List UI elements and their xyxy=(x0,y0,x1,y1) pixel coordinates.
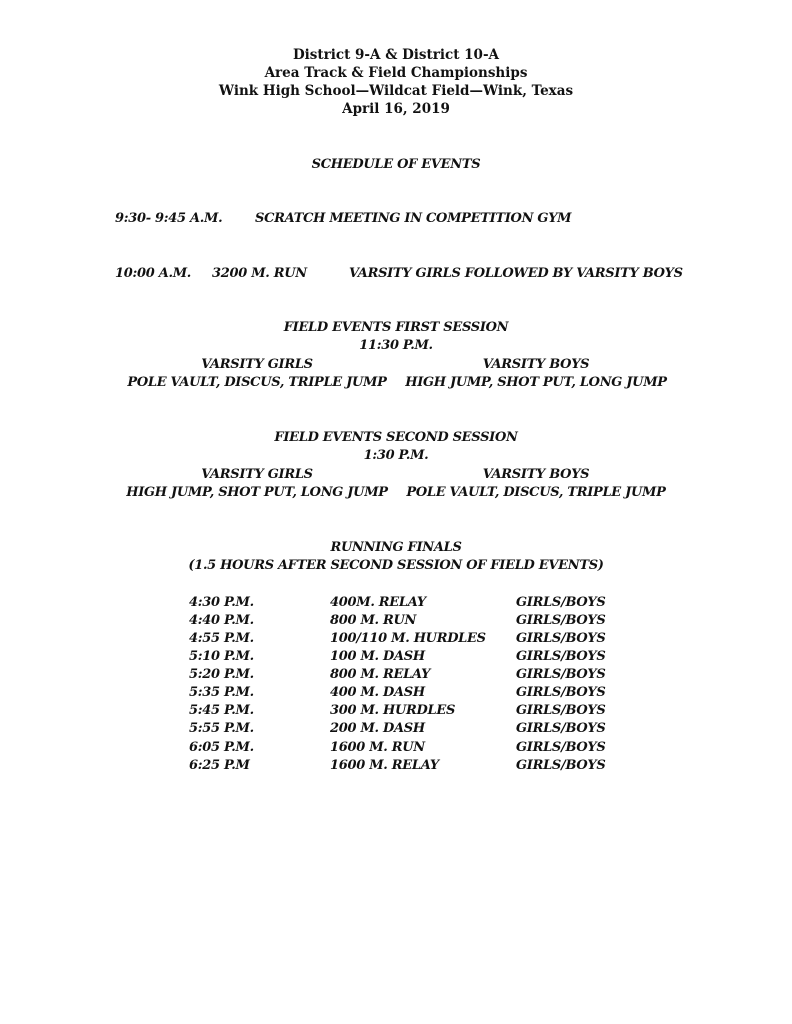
boys-label: VARSITY BOYS xyxy=(482,467,590,482)
row-division: GIRLS/BOYS xyxy=(516,595,606,610)
distance-run-description: VARSITY GIRLS FOLLOWED BY VARSITY BOYS xyxy=(349,266,683,281)
header-line-venue: Wink High School—Wildcat Field—Wink, Texas xyxy=(218,83,574,99)
girls-label: VARSITY GIRLS xyxy=(201,357,313,372)
row-event: 1600 M. RELAY xyxy=(330,758,439,773)
row-division: GIRLS/BOYS xyxy=(516,703,606,718)
header-line-district: District 9-A & District 10-A xyxy=(292,47,500,63)
row-event: 400 M. DASH xyxy=(330,685,425,700)
boys-events: HIGH JUMP, SHOT PUT, LONG JUMP xyxy=(405,375,667,390)
distance-run-time: 10:00 A.M. xyxy=(115,266,192,281)
row-event: 1600 M. RUN xyxy=(330,740,425,755)
row-time: 5:45 P.M. xyxy=(189,703,254,718)
row-event: 200 M. DASH xyxy=(330,721,425,736)
boys-label: VARSITY BOYS xyxy=(482,357,590,372)
row-event: 300 M. HURDLES xyxy=(330,703,456,718)
running-finals-subtitle: (1.5 HOURS AFTER SECOND SESSION OF FIELD EVENTS) xyxy=(188,558,604,573)
row-division: GIRLS/BOYS xyxy=(516,613,606,628)
field-session-title: FIELD EVENTS FIRST SESSION xyxy=(283,320,509,335)
row-division: GIRLS/BOYS xyxy=(516,631,606,646)
scratch-meeting-time: 9:30- 9:45 A.M. xyxy=(115,211,223,226)
row-event: 100 M. DASH xyxy=(330,649,425,664)
row-time: 6:05 P.M. xyxy=(189,740,254,755)
row-division: GIRLS/BOYS xyxy=(516,740,606,755)
row-time: 4:55 P.M. xyxy=(189,631,254,646)
running-finals-title: RUNNING FINALS xyxy=(330,540,462,555)
row-time: 5:55 P.M. xyxy=(189,721,254,736)
row-time: 5:20 P.M. xyxy=(189,667,254,682)
field-session-time: 11:30 P.M. xyxy=(359,338,433,353)
row-division: GIRLS/BOYS xyxy=(516,667,606,682)
row-time: 4:30 P.M. xyxy=(189,595,254,610)
row-time: 5:10 P.M. xyxy=(189,649,254,664)
schedule-title: SCHEDULE OF EVENTS xyxy=(311,157,481,172)
girls-events: HIGH JUMP, SHOT PUT, LONG JUMP xyxy=(126,485,388,500)
header-line-date: April 16, 2019 xyxy=(342,101,450,117)
girls-label: VARSITY GIRLS xyxy=(201,467,313,482)
field-session-time: 1:30 P.M. xyxy=(363,448,429,463)
boys-events: POLE VAULT, DISCUS, TRIPLE JUMP xyxy=(406,485,666,500)
row-event: 800 M. RELAY xyxy=(330,667,431,682)
row-division: GIRLS/BOYS xyxy=(516,649,606,664)
field-session-title: FIELD EVENTS SECOND SESSION xyxy=(274,430,518,445)
row-event: 800 M. RUN xyxy=(330,613,417,628)
scratch-meeting-description: SCRATCH MEETING IN COMPETITION GYM xyxy=(255,211,572,226)
row-event: 100/110 M. HURDLES xyxy=(330,631,486,646)
row-division: GIRLS/BOYS xyxy=(516,758,606,773)
girls-events: POLE VAULT, DISCUS, TRIPLE JUMP xyxy=(127,375,387,390)
row-time: 5:35 P.M. xyxy=(189,685,254,700)
row-division: GIRLS/BOYS xyxy=(516,721,606,736)
row-event: 400M. RELAY xyxy=(330,595,426,610)
row-time: 6:25 P.M xyxy=(189,758,250,773)
row-time: 4:40 P.M. xyxy=(189,613,254,628)
header-line-championship: Area Track & Field Championships xyxy=(264,65,528,81)
row-division: GIRLS/BOYS xyxy=(516,685,606,700)
distance-run-event: 3200 M. RUN xyxy=(212,266,307,281)
